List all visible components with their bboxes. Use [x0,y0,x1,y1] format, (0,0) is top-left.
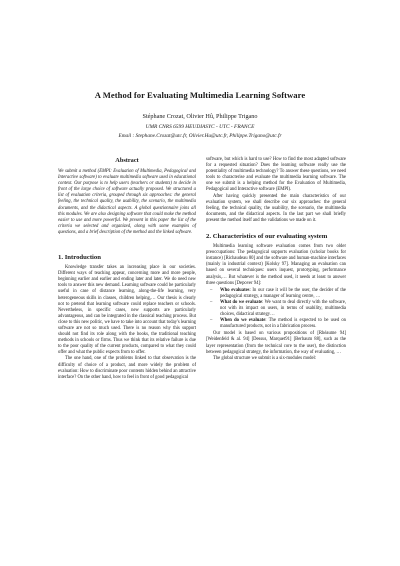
left-column [58,157,196,381]
section-2-heading: 2. Characteristics of our evaluating system [206,233,328,241]
paper-title: A Method for Evaluating Multimedia Learning Software [94,90,306,100]
section-2-paragraph-3: The global structure we submit is a six-modules model: [213,355,317,361]
abstract-heading: Abstract [115,157,139,164]
section-2-paragraph-2: Our model is based on various propositions of [Rhéaume 94] [Weidenfeld & al. 94] [Dessus, Marquet91] [Berbaum 88], such as the layer representation (from the technical core to the user), the distinction between pedagogical strategy, the information, the way of evaluating, … [206,331,346,355]
paper-authors: Stéphane Crozat, Olivier Hû, Philippe Trigano [142,113,258,120]
paper-affiliation: UMR CNRS 6599 HEUDIASYC - UTC - FRANCE [145,124,255,130]
right-paragraph-2: After having quickly presented the main characteristics of our evaluation system, we shall describe our six approaches: the general feeling, the technical quality, the usability, the scenario, the multimedia documents, and the didactical aspects. In the last part we shall briefly present the method itself and the validations we made on it. [206,193,346,223]
question-list [206,288,346,331]
intro-paragraph-1: Knowledge transfer takes an increasing place in our societies. Different ways of teaching appear, concerning more and more people, beginning earlier and earlier and ending later and later. We do need new tools to answer this new demand. Learning software could be particularly useful in case of distance learning, along-the-life learning, very heterogeneous skills in classes, children helping,… Our thesis is clearly not to pretend that learning software could replace teachers or schools. Nevertheless, in specific cases, new supports are particularly advantageous, and can be integrated in the classical teaching process. But close to this new politic, we have to take into account that today's learning software are not so much used. There is no reason why this support should not find its role along with the books, the traditional teaching methods in schools or firms. Thus we think that its relative failure is due to the poor quality of the current products, compared to what they could offer and what the public expects from to offer. [58,265,196,356]
intro-paragraph-2: The one hand, one of the problems linked to that observation is the difficulty of choice of a product, and more widely the problem of evaluation: How to discriminate poor contents hidden behind an attractive interface? On the other hand, how to feel in front of good pedagogical [58,356,196,380]
right-paragraph-1: software, but which is hard to use? How to find the most adapted software for a requested situation? Does the learning software really use the potentiality of multimedia technology? To answer these questions, we need tools to characterise and evaluate the multimedia learning software. The one we submit is a helping method for the Evaluation of Multimedia, Pedagogical and Interactive software (EMPI). [206,157,346,193]
right-column [206,157,346,362]
list-item: – Who evaluates: In our case it will be the user, the decider of the pedagogical strategy, a manager of learning centre, … [210,287,346,299]
list-item: – When do we evaluate: The method is expected to be used on manufactured products, not in a fabrication process. [210,318,347,330]
paper-email: Email : Stephane.Crozat@utc.fr, Olivier.Hu@utc.fr, Philippe.Trigano@utc.fr [118,133,282,139]
abstract-text: We submit a method (EMPI: Evaluation of Multimedia, Pedagogical and Interactive software) to evaluate multimedia software used in educational context. Our purpose is to help users (teachers or students) to decide in front of the large choice of software actually proposed. We structured a list of evaluation criteria, grouped through six approaches: the general feeling, the technical quality, the usability, the scenario, the multimedia documents, and the didactical aspects. A global questionnaire joins all this modules. We are also designing software that could make the method easier to use and more powerful. We present in this paper the list of the criteria we selected and organized, along with some examples of questions, and a brief description of the method and the linked software. [58,169,196,235]
list-item: – What do we evaluate: We want to deal directly with the software, not with its impact on users, in terms of usability, multimedia choices, didactical strategy… [210,299,346,318]
section-1-heading: 1. Introduction [58,254,101,262]
section-2-paragraph-1: Multimedia learning software evaluation comes from two older preoccupations: The pedagogical supports evaluation (scholar books for instance) [Richaudeau 80] and the software and human-machine interfaces (mainly in industrial context) [Kolsky 97]. Managing an evaluation can based on several techniques: users inquest, prototyping, performance analysis,… But whatever is the method used, it needs at least to answer three questions [Depover 94]: [206,244,346,286]
